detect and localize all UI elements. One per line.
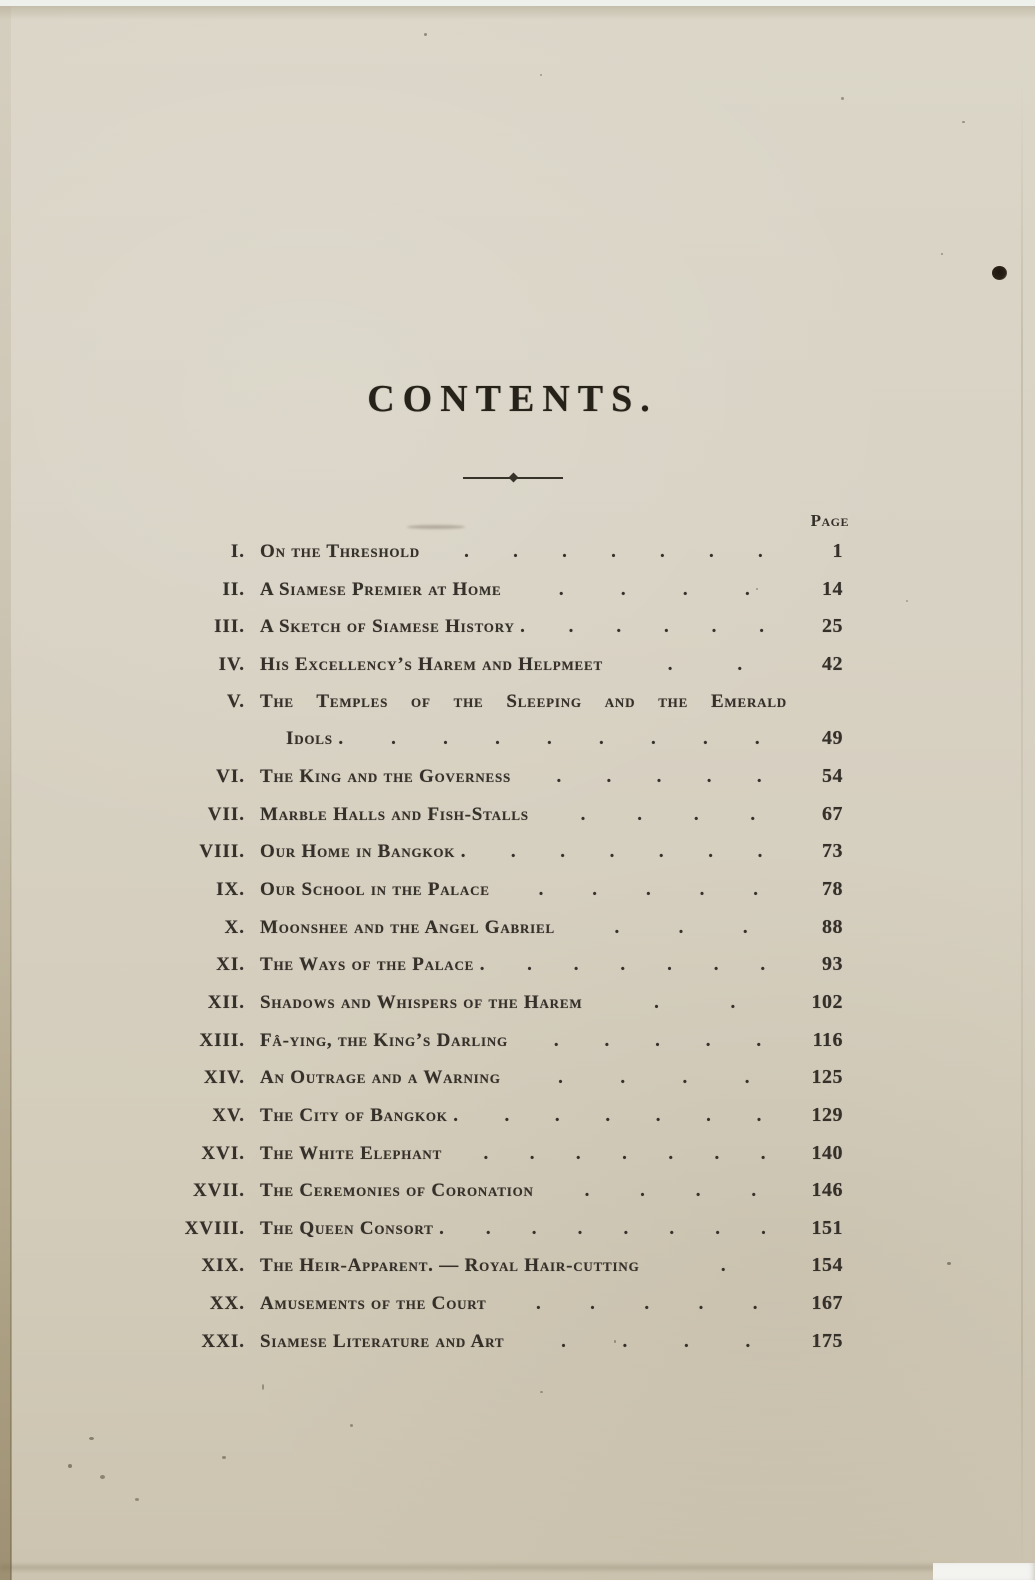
chapter-page-number: 49 — [822, 727, 843, 750]
leader-dot: . — [531, 1217, 537, 1239]
paper-speck — [941, 253, 943, 255]
chapter-page-number: 88 — [822, 915, 843, 938]
chapter-page-number: 67 — [822, 802, 843, 825]
paper-speck — [68, 1464, 72, 1468]
toc-row-body — [260, 1210, 843, 1248]
leader-dot: . — [757, 541, 763, 562]
paper-speck — [89, 1437, 94, 1440]
leader-dot: . — [753, 878, 759, 900]
dot-leader — [344, 721, 807, 758]
leader-dot: . — [527, 954, 532, 976]
leader-dot: . — [744, 578, 750, 600]
leader-dot: . — [702, 728, 708, 750]
chapter-numeral: I. — [230, 541, 245, 562]
leader-dot: . — [742, 916, 748, 938]
leader-dot: . — [529, 1142, 535, 1164]
dot-leader — [534, 1173, 807, 1210]
leader-dot: . — [751, 1180, 757, 1202]
leader-dot: . — [623, 1217, 629, 1239]
chapter-page-number: 154 — [811, 1254, 843, 1277]
toc-row — [180, 1135, 843, 1173]
dot-leader — [445, 1211, 807, 1248]
dot-leader — [511, 759, 807, 796]
leader-dot: . — [750, 803, 756, 825]
chapter-numeral: X. — [224, 916, 245, 938]
paper-speck — [350, 1424, 353, 1427]
leader-dot: . — [706, 765, 712, 787]
leader-dot: . — [620, 1067, 626, 1089]
toc-row — [180, 1022, 843, 1060]
leader-dot: . — [737, 653, 743, 675]
chapter-numeral: VI. — [216, 765, 245, 787]
leader-dot: . — [720, 1255, 726, 1277]
toc-row-continuation — [260, 720, 843, 758]
dot-leader — [501, 1060, 807, 1097]
chapter-page-number: 54 — [822, 764, 843, 787]
toc-row-body — [260, 1285, 843, 1323]
leader-dot: . — [709, 541, 714, 562]
chapter-title: The Queen Consort . — [260, 1217, 445, 1239]
chapter-page-number: 151 — [811, 1216, 843, 1239]
chapter-title: The White Elephant — [260, 1142, 443, 1164]
leader-dot: . — [464, 541, 469, 562]
chapter-page-number: 146 — [811, 1179, 843, 1202]
leader-dot: . — [614, 916, 620, 938]
leader-dot: . — [580, 803, 586, 825]
chapter-title: Amusements of the Court — [260, 1293, 487, 1315]
leader-dot: . — [504, 1104, 510, 1126]
chapter-title: Our School in the Palace — [260, 878, 490, 900]
toc-row — [180, 646, 843, 684]
leader-dot: . — [640, 1180, 645, 1202]
leader-dot: . — [667, 653, 673, 675]
ink-blot — [992, 266, 1007, 280]
chapter-page-number: 102 — [811, 990, 843, 1013]
chapter-title: Moonshee and the Angel Gabriel — [260, 916, 555, 938]
leader-dot: . — [761, 1217, 766, 1239]
leader-dot: . — [391, 728, 396, 750]
chapter-title: The City of Bangkok . — [260, 1104, 459, 1126]
title-divider-rule — [463, 477, 563, 479]
toc-row-body — [260, 608, 843, 646]
page-gutter-line — [10, 636, 12, 1580]
chapter-numeral: IX. — [216, 878, 245, 900]
leader-dot: . — [609, 841, 615, 863]
chapter-numeral: XVIII. — [184, 1217, 245, 1239]
toc-row — [180, 1247, 843, 1285]
leader-dot: . — [547, 728, 552, 750]
leader-dot: . — [660, 541, 665, 562]
leader-dot: . — [760, 954, 766, 976]
chapter-page-number: 14 — [822, 577, 843, 600]
leader-dot: . — [575, 1142, 581, 1164]
toc-row — [180, 1172, 843, 1210]
leader-dot: . — [705, 1029, 711, 1051]
leader-dot: . — [684, 1330, 689, 1352]
toc-row — [180, 909, 843, 947]
leader-dot: . — [655, 1104, 661, 1126]
paper-speck — [540, 1391, 543, 1393]
leader-dot: . — [553, 1029, 559, 1051]
leader-dot: . — [682, 1067, 688, 1089]
chapter-title: A Sketch of Siamese History . — [260, 616, 526, 638]
leader-dot: . — [715, 1217, 720, 1239]
paper-speck — [841, 97, 844, 100]
toc-row — [180, 984, 843, 1022]
chapter-title: A Siamese Premier at Home — [260, 578, 502, 600]
leader-dot: . — [510, 841, 516, 863]
leader-dot: . — [754, 728, 760, 750]
page-title: CONTENTS. — [367, 378, 658, 420]
toc-row — [180, 1323, 843, 1361]
leader-dot: . — [556, 765, 562, 787]
toc-row-body — [260, 796, 843, 834]
paper-speck — [947, 1262, 951, 1265]
leader-dot: . — [654, 991, 659, 1013]
chapter-numeral: XI. — [216, 954, 245, 976]
chapter-title: His Excellency’s Harem and Helpmeet — [260, 653, 603, 675]
chapter-page-number: 125 — [811, 1066, 843, 1089]
leader-dot: . — [756, 1029, 762, 1051]
leader-dot: . — [744, 1067, 750, 1089]
toc-row-body — [260, 1135, 843, 1173]
chapter-title: An Outrage and a Warning — [260, 1067, 501, 1089]
chapter-title: Shadows and Whispers of the Harem — [260, 991, 583, 1013]
toc-row-body — [260, 646, 843, 684]
leader-dot: . — [622, 1142, 627, 1164]
dot-leader — [466, 834, 807, 871]
dot-leader — [442, 1136, 807, 1173]
leader-dot: . — [668, 1142, 674, 1164]
toc-row — [180, 871, 843, 909]
leader-dot: . — [605, 1104, 611, 1126]
leader-dot: . — [669, 1217, 675, 1239]
leader-dot: . — [711, 616, 717, 638]
chapter-page-number: 93 — [822, 953, 843, 976]
leader-dot: . — [485, 1217, 491, 1239]
leader-dot: . — [577, 1217, 583, 1239]
leader-dot: . — [760, 1142, 766, 1164]
dot-leader — [459, 1098, 807, 1135]
toc-row-body — [260, 1172, 843, 1210]
toc-row — [180, 1210, 843, 1248]
page-column-label: Page — [810, 511, 849, 530]
chapter-numeral: XIII. — [199, 1029, 245, 1051]
leader-dot: . — [663, 616, 669, 638]
paper-speck — [540, 74, 542, 76]
leader-dot: . — [698, 1293, 704, 1315]
chapter-numeral: V. — [226, 690, 245, 712]
leader-dot: . — [756, 765, 762, 787]
chapter-numeral: XVI. — [201, 1142, 245, 1164]
chapter-page-number: 116 — [812, 1028, 843, 1051]
toc-row-body — [260, 909, 843, 947]
chapter-title: The Temples of the Sleeping and the Emerald — [260, 690, 787, 712]
leader-dot: . — [599, 728, 604, 750]
toc-row-body — [260, 1323, 843, 1361]
dot-leader — [603, 647, 807, 684]
leader-dot: . — [611, 541, 616, 562]
dot-leader — [582, 985, 807, 1022]
dot-leader — [508, 1023, 807, 1060]
toc-row — [180, 796, 843, 834]
chapter-title: Siamese Literature and Art — [260, 1330, 505, 1352]
leader-dot: . — [573, 954, 579, 976]
chapter-numeral: VIII. — [199, 841, 245, 863]
toc-row — [180, 833, 843, 871]
leader-dot: . — [620, 954, 626, 976]
chapter-page-number: 78 — [822, 877, 843, 900]
chapter-numeral: XIV. — [203, 1067, 245, 1089]
paper-speck — [135, 1498, 139, 1501]
leader-dot: . — [538, 878, 544, 900]
leader-dot: . — [714, 1142, 720, 1164]
chapter-page-number: 25 — [822, 615, 843, 638]
toc-row — [180, 946, 843, 984]
leader-dot: . — [590, 1293, 595, 1315]
paper-background — [0, 6, 1035, 1580]
toc-row-body — [260, 833, 843, 871]
leader-dot: . — [759, 616, 765, 638]
chapter-numeral: XV. — [212, 1104, 245, 1126]
toc-row — [180, 1059, 843, 1097]
leader-dot: . — [616, 616, 622, 638]
page-top-edge — [0, 6, 1035, 20]
leader-dot: . — [757, 841, 763, 863]
chapter-numeral: III. — [214, 616, 245, 638]
chapter-numeral: II. — [222, 578, 245, 600]
chapter-title: The Heir-Apparent. — Royal Hair-cutting — [260, 1255, 640, 1277]
leader-dot: . — [699, 878, 705, 900]
paper-speck — [962, 121, 965, 123]
leader-dot: . — [513, 541, 518, 562]
paper-speck — [100, 1475, 105, 1479]
chapter-title: Marble Halls and Fish-Stalls — [260, 803, 529, 825]
chapter-numeral: XIX. — [201, 1255, 245, 1277]
page-bottom-shadow — [0, 1565, 955, 1570]
paper-speck — [262, 1384, 264, 1390]
chapter-page-number: 42 — [822, 652, 843, 675]
leader-dot: . — [706, 1104, 711, 1126]
leader-dot: . — [695, 1180, 701, 1202]
chapter-page-number: 175 — [811, 1329, 843, 1352]
leader-dot: . — [713, 954, 719, 976]
leader-dot: . — [745, 1330, 751, 1352]
toc-row — [180, 758, 843, 796]
chapter-numeral: IV. — [218, 653, 245, 675]
chapter-page-number: 129 — [811, 1103, 843, 1126]
chapter-title: The King and the Governess — [260, 765, 512, 787]
chapter-title: The Ways of the Palace . — [260, 954, 486, 976]
toc-row-body — [260, 946, 843, 984]
leader-dot: . — [560, 841, 565, 863]
leader-dot: . — [645, 878, 651, 900]
chapter-title: Fâ-ying, the King’s Darling — [260, 1029, 508, 1051]
toc-row — [180, 684, 843, 758]
pencil-smudge — [407, 525, 465, 529]
leader-dot: . — [693, 803, 699, 825]
leader-dot: . — [554, 1104, 560, 1126]
chapter-title-continued: Idols . — [286, 728, 344, 750]
dot-leader — [639, 1248, 807, 1285]
leader-dot: . — [483, 1142, 489, 1164]
toc-row-body — [260, 684, 843, 758]
chapter-numeral: VII. — [207, 803, 245, 825]
chapter-title: The Ceremonies of Coronation — [260, 1180, 534, 1202]
dot-leader — [485, 947, 807, 984]
paper-speck — [222, 1456, 226, 1459]
leader-dot: . — [756, 1104, 762, 1126]
toc-row — [180, 571, 843, 609]
toc-row-body — [260, 758, 843, 796]
dot-leader — [487, 1286, 808, 1323]
paper-speck — [906, 600, 908, 602]
leader-dot: . — [678, 916, 684, 938]
leader-dot: . — [604, 1029, 610, 1051]
dot-leader — [526, 609, 807, 646]
leader-dot: . — [637, 803, 642, 825]
leader-dot: . — [495, 728, 500, 750]
toc-row-body — [260, 533, 843, 571]
dot-leader — [502, 572, 807, 609]
toc-list — [180, 533, 843, 1360]
leader-dot: . — [558, 1067, 563, 1089]
chapter-title: Our Home in Bangkok . — [260, 841, 467, 863]
toc-row-body — [260, 1097, 843, 1135]
toc-row-body — [260, 1247, 843, 1285]
dot-leader — [490, 872, 807, 909]
chapter-page-number: 140 — [811, 1141, 843, 1164]
leader-dot: . — [535, 1293, 541, 1315]
chapter-page-number: 167 — [811, 1292, 843, 1315]
leader-dot: . — [682, 578, 688, 600]
dot-leader — [529, 797, 807, 834]
toc-row — [180, 1097, 843, 1135]
leader-dot: . — [584, 1180, 590, 1202]
dot-leader — [420, 534, 807, 571]
divider-diamond-ornament — [509, 473, 519, 483]
chapter-numeral: XXI. — [201, 1330, 245, 1352]
chapter-page-number: 73 — [822, 840, 843, 863]
toc-row — [180, 608, 843, 646]
chapter-numeral: XVII. — [193, 1180, 245, 1202]
leader-dot: . — [658, 841, 664, 863]
dot-leader — [555, 910, 807, 947]
leader-dot: . — [730, 991, 736, 1013]
leader-dot: . — [443, 728, 448, 750]
toc-row — [180, 1285, 843, 1323]
leader-dot: . — [592, 878, 598, 900]
scan-corner-background — [933, 1563, 1035, 1580]
leader-dot: . — [620, 578, 626, 600]
leader-dot: . — [561, 1330, 566, 1352]
toc-row-body — [260, 984, 843, 1022]
chapter-numeral: XII. — [207, 991, 245, 1013]
chapter-numeral: XX. — [209, 1293, 245, 1315]
toc-row-body — [260, 571, 843, 609]
leader-dot: . — [708, 841, 713, 863]
dot-leader — [504, 1324, 807, 1361]
leader-dot: . — [655, 1029, 660, 1051]
leader-dot: . — [568, 616, 574, 638]
leader-dot: . — [558, 578, 564, 600]
leader-dot: . — [667, 954, 672, 976]
leader-dot: . — [656, 765, 662, 787]
leader-dot: . — [622, 1330, 628, 1352]
toc-row — [180, 533, 843, 571]
toc-row-body — [260, 1022, 843, 1060]
leader-dot: . — [752, 1293, 758, 1315]
page-right-edge — [1021, 6, 1023, 1580]
paper-speck — [424, 33, 427, 36]
chapter-title: On the Threshold — [260, 541, 420, 562]
leader-dot: . — [650, 728, 656, 750]
leader-dot: . — [606, 765, 612, 787]
chapter-page-number: 1 — [832, 540, 843, 562]
leader-dot: . — [644, 1293, 650, 1315]
toc-row-body — [260, 1059, 843, 1097]
leader-dot: . — [562, 541, 567, 562]
toc-row-body — [260, 871, 843, 909]
